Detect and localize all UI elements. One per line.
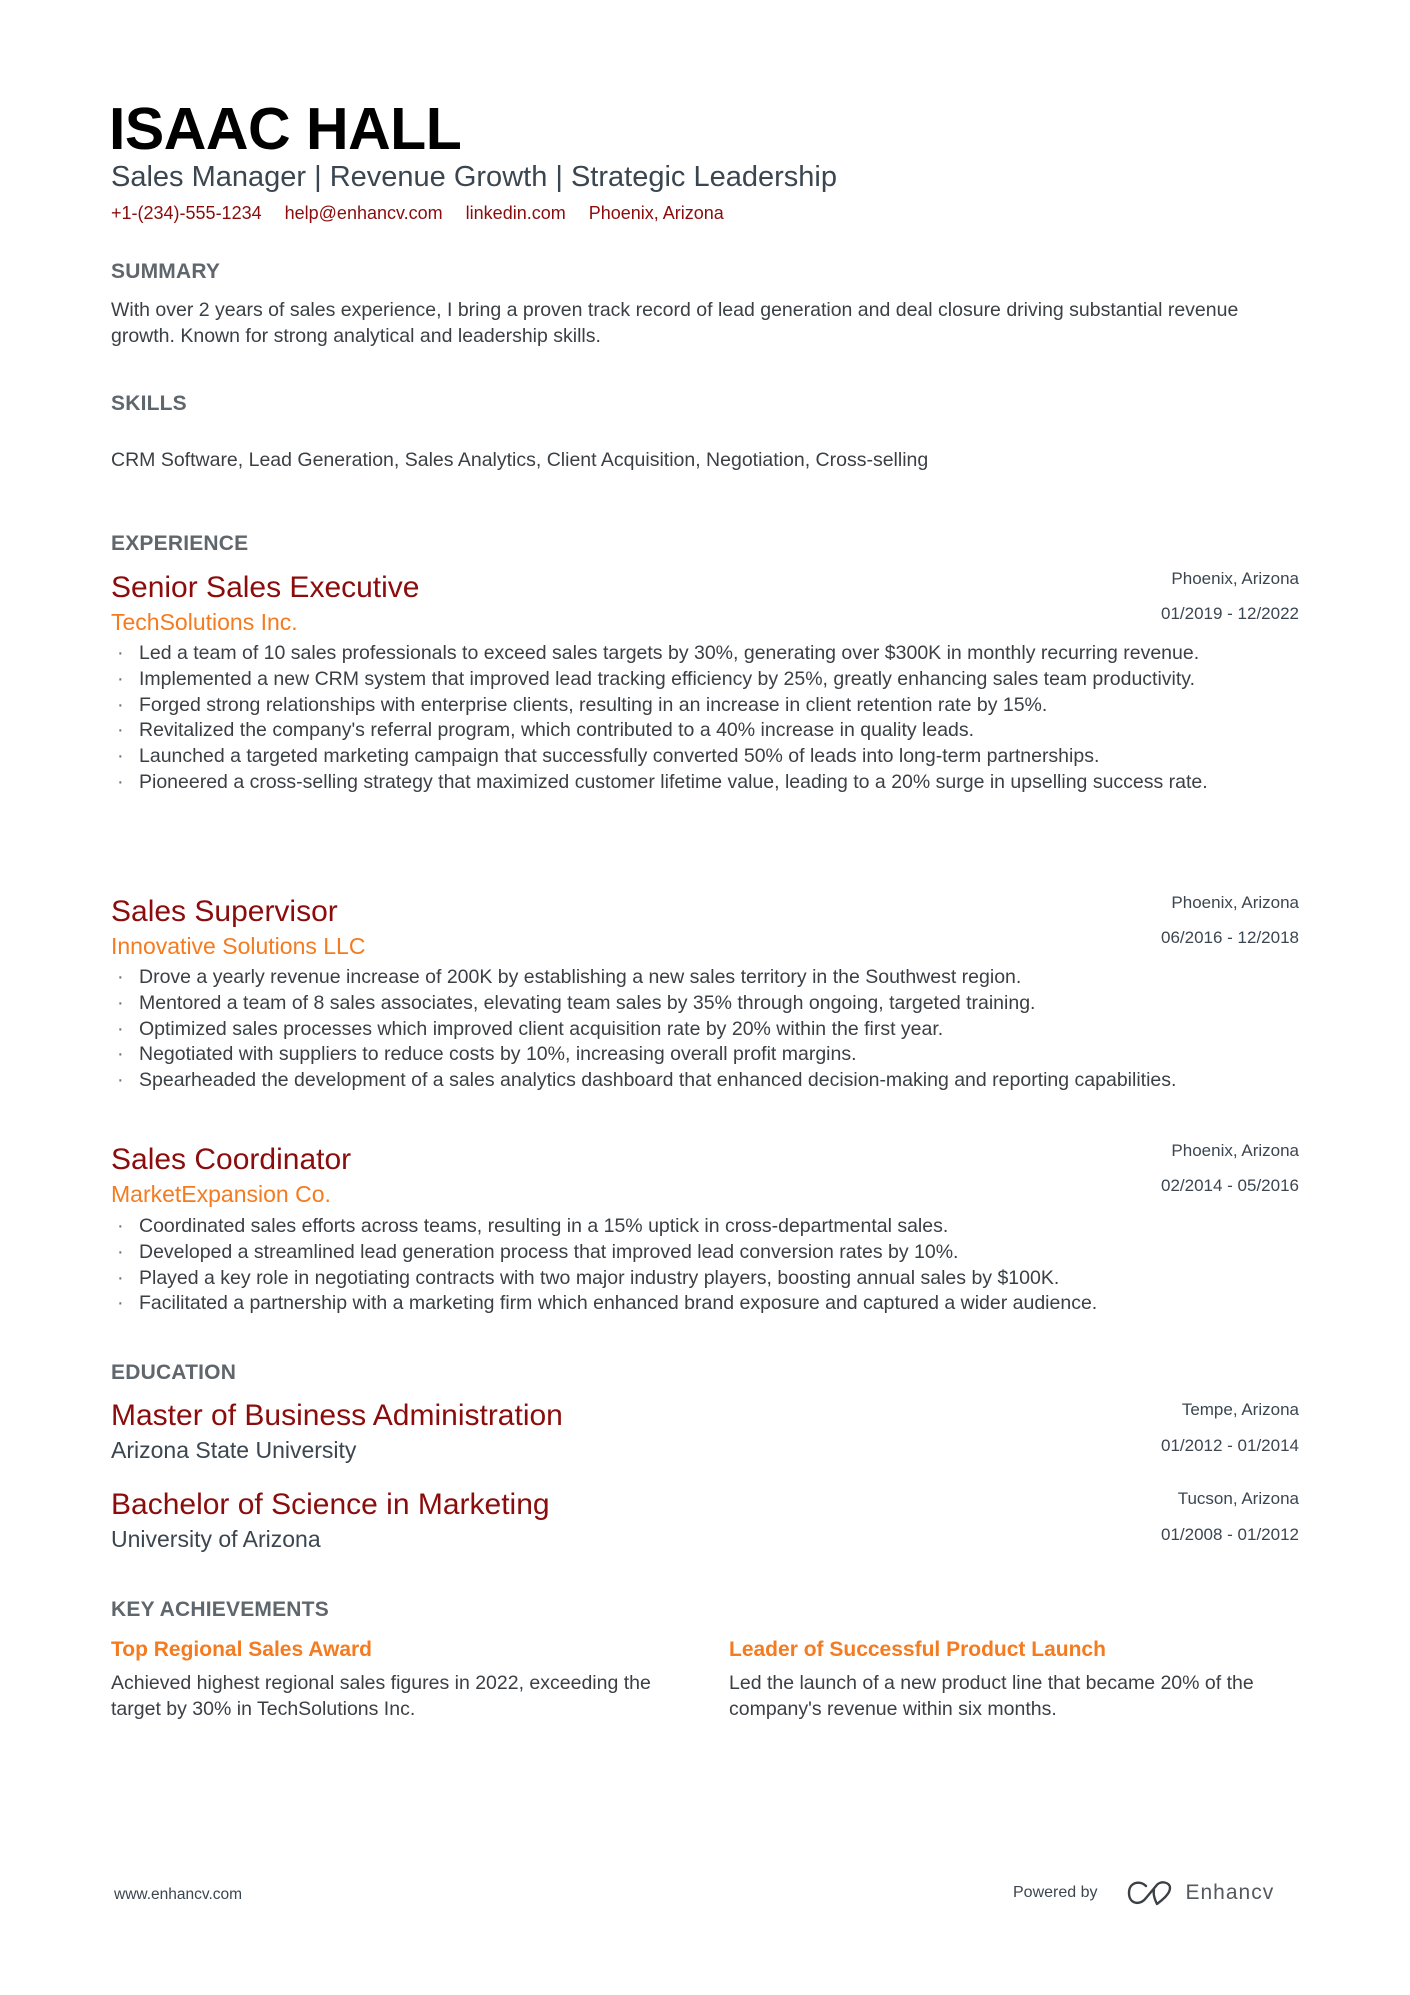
job-dates: 06/2016 - 12/2018	[1160, 928, 1299, 947]
achievement-item	[729, 1637, 1289, 1722]
summary-heading: SUMMARY	[111, 260, 221, 283]
skills-heading: SKILLS	[111, 392, 187, 415]
job-location: Phoenix, Arizona	[1171, 569, 1299, 588]
job-title: Sales Supervisor	[111, 895, 338, 928]
job-bullet: · Led a team of 10 sales professionals to exceed sales targets by 30%, generating over $300K in monthly recurring revenue.	[111, 641, 1301, 667]
job-bullet: · Facilitated a partnership with a marketing firm which enhanced brand exposure and captured a wider audience.	[111, 1291, 1301, 1317]
job-title: Senior Sales Executive	[111, 571, 420, 604]
summary-text: With over 2 years of sales experience, I bring a proven track record of lead generation and deal closure driving substantial revenue growth. Known for strong analytical and leadership skills.	[111, 299, 1239, 347]
achievement-description: Achieved highest regional sales figures in 2022, exceeding the target by 30% in TechSolutions Inc.	[111, 1672, 651, 1720]
contact-email[interactable]: help@enhancv.com	[284, 203, 443, 223]
job-bullet: · Mentored a team of 8 sales associates, elevating team sales by 35% through ongoing, targeted training.	[111, 991, 1301, 1017]
job-title: Sales Coordinator	[111, 1143, 352, 1176]
job-bullet: · Developed a streamlined lead generation process that improved lead conversion rates by 10%.	[111, 1240, 1301, 1266]
job-bullets	[111, 641, 1301, 796]
job-company: Innovative Solutions LLC	[111, 933, 366, 959]
job-bullet: · Drove a yearly revenue increase of 200K by establishing a new sales territory in the Southwest region.	[111, 965, 1301, 991]
edu-location: Tucson, Arizona	[1177, 1489, 1299, 1508]
skills-text: CRM Software, Lead Generation, Sales Analytics, Client Acquisition, Negotiation, Cross-selling	[111, 449, 929, 471]
job-bullet: · Pioneered a cross-selling strategy that maximized customer lifetime value, leading to a 20% surge in upselling success rate.	[111, 770, 1301, 796]
footer-powered-by	[1013, 1880, 1274, 1906]
job-bullet: · Spearheaded the development of a sales analytics dashboard that enhanced decision-making and reporting capabilities.	[111, 1068, 1301, 1094]
job-bullet: · Implemented a new CRM system that improved lead tracking efficiency by 25%, greatly enhancing sales team productivity.	[111, 667, 1301, 693]
job-company: MarketExpansion Co.	[111, 1181, 331, 1207]
job-bullets	[111, 1214, 1301, 1317]
contact-phone[interactable]: +1-(234)-555-1234	[111, 203, 262, 223]
job-bullets	[111, 965, 1301, 1094]
edu-location: Tempe, Arizona	[1181, 1400, 1299, 1419]
enhancv-logo-icon	[1126, 1880, 1174, 1906]
edu-dates: 01/2008 - 01/2012	[1160, 1525, 1299, 1544]
achievements-heading: KEY ACHIEVEMENTS	[111, 1598, 329, 1621]
job-bullet: · Played a key role in negotiating contracts with two major industry players, boosting annual sales by $100K.	[111, 1266, 1301, 1292]
job-bullet: · Optimized sales processes which improved client acquisition rate by 20% within the first year.	[111, 1017, 1301, 1043]
job-bullet: · Revitalized the company's referral program, which contributed to a 40% increase in quality leads.	[111, 718, 1301, 744]
contact-line	[111, 202, 742, 224]
achievement-title: Top Regional Sales Award	[111, 1638, 373, 1661]
job-location: Phoenix, Arizona	[1171, 893, 1299, 912]
contact-linkedin[interactable]: linkedin.com	[465, 203, 566, 223]
edu-degree: Bachelor of Science in Marketing	[111, 1488, 550, 1521]
candidate-name: ISAAC HALL	[109, 96, 462, 162]
job-company: TechSolutions Inc.	[111, 609, 298, 635]
edu-school: University of Arizona	[111, 1526, 321, 1552]
edu-degree: Master of Business Administration	[111, 1399, 563, 1432]
job-bullet: · Negotiated with suppliers to reduce costs by 10%, increasing overall profit margins.	[111, 1042, 1301, 1068]
edu-dates: 01/2012 - 01/2014	[1160, 1436, 1299, 1455]
job-dates: 01/2019 - 12/2022	[1160, 604, 1299, 623]
achievement-item	[111, 1637, 671, 1722]
job-bullet: · Coordinated sales efforts across teams, resulting in a 15% uptick in cross-departmental sales.	[111, 1214, 1301, 1240]
education-heading: EDUCATION	[111, 1361, 237, 1384]
job-location: Phoenix, Arizona	[1171, 1141, 1299, 1160]
job-bullet: · Forged strong relationships with enterprise clients, resulting in an increase in client retention rate by 15%.	[111, 693, 1301, 719]
experience-heading: EXPERIENCE	[111, 532, 249, 555]
achievement-description: Led the launch of a new product line that became 20% of the company's revenue within six months.	[729, 1672, 1254, 1720]
enhancv-brand[interactable]: Enhancv	[1185, 1881, 1275, 1904]
powered-by-label: Powered by	[1013, 1884, 1098, 1901]
candidate-headline: Sales Manager | Revenue Growth | Strategic Leadership	[111, 161, 837, 193]
job-dates: 02/2014 - 05/2016	[1160, 1176, 1299, 1195]
achievement-title: Leader of Successful Product Launch	[729, 1638, 1106, 1661]
contact-location: Phoenix, Arizona	[588, 203, 724, 223]
footer-website[interactable]: www.enhancv.com	[114, 1886, 243, 1903]
job-bullet: · Launched a targeted marketing campaign that successfully converted 50% of leads into long-term partnerships.	[111, 744, 1301, 770]
edu-school: Arizona State University	[111, 1437, 357, 1463]
